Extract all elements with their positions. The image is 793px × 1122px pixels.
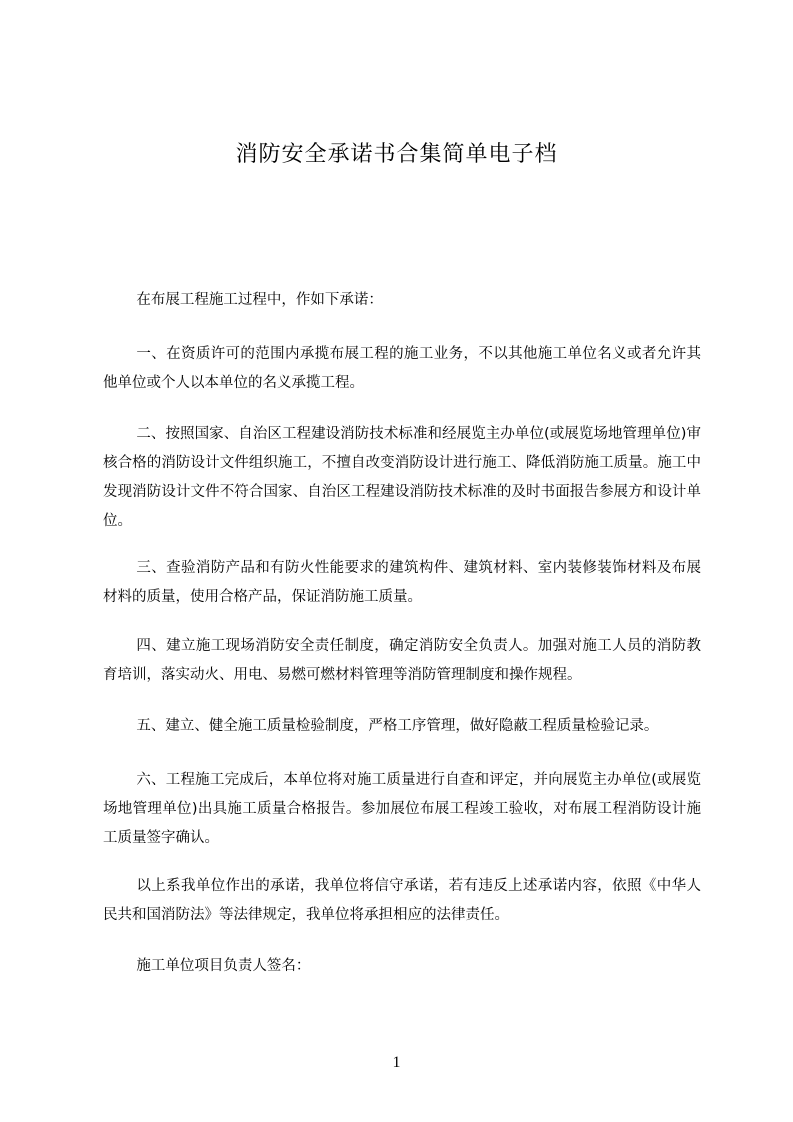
intro-paragraph: 在布展工程施工过程中，作如下承诺：: [136, 292, 383, 308]
signature-label: 施工单位项目负责人签名：: [136, 958, 311, 974]
clause-1-paragraph: 一、在资质许可的范围内承揽布展工程的施工业务，不以其他施工单位名义或者允许其他单位或个人以本单位的名义承揽工程。: [103, 346, 701, 391]
page-number: 1: [392, 1054, 401, 1071]
clause-6-paragraph: 六、工程施工完成后，本单位将对施工质量进行自查和评定，并向展览主办单位(或展览场地管理单位)出具施工质量合格报告。参加展位布展工程竣工验收，对布展工程消防设计施工质量签字确认。: [103, 772, 701, 846]
closing-paragraph: 以上系我单位作出的承诺，我单位将信守承诺，若有违反上述承诺内容，依照《中华人民共和国消防法》等法律规定，我单位将承担相应的法律责任。: [103, 878, 701, 923]
clause-5-paragraph: 五、建立、健全施工质量检验制度，严格工序管理，做好隐蔽工程质量检验记录。: [136, 718, 659, 734]
clause-4-paragraph: 四、建立施工现场消防安全责任制度，确定消防安全负责人。加强对施工人员的消防教育培训，落实动火、用电、易燃可燃材料管理等消防管理制度和操作规程。: [103, 638, 701, 683]
page-title: 消防安全承诺书合集简单电子档: [235, 142, 558, 167]
clause-2-paragraph: 二、按照国家、自治区工程建设消防技术标准和经展览主办单位(或展览场地管理单位)审核合格的消防设计文件组织施工，不擅自改变消防设计进行施工、降低消防施工质量。施工中发现消防设计文件不符合国家、自治区工程建设消防技术标准的及时书面报告参展方和设计单位。: [103, 426, 701, 529]
clause-3-paragraph: 三、查验消防产品和有防火性能要求的建筑构件、建筑材料、室内装修装饰材料及布展材料的质量，使用合格产品，保证消防施工质量。: [103, 560, 701, 605]
